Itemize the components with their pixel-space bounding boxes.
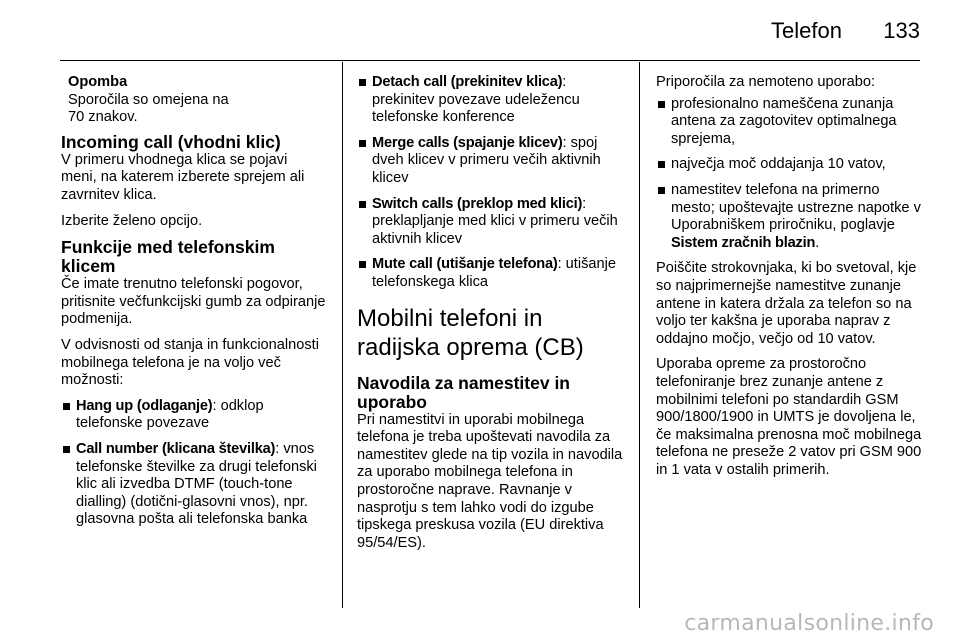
list-item bbox=[357, 196, 627, 249]
list-item bbox=[357, 135, 627, 188]
watermark: carmanualsonline.info bbox=[684, 611, 934, 636]
instructions-heading: Navodila za namestitev in uporabo bbox=[357, 372, 570, 412]
menu-term: Switch calls (preklop med klici) bbox=[372, 195, 583, 212]
item-text: profesionalno nameščena zunanja antena za zagotovitev optimalnega sprejema, bbox=[671, 95, 897, 147]
list-item bbox=[357, 74, 627, 127]
menu-term: Sistem zračnih blazin bbox=[671, 234, 816, 251]
term-description: : preklapljanje med klici v primeru večih aktivnih klicev bbox=[372, 195, 618, 247]
instructions-para: Pri namestitvi in uporabi mobilnega telefona je treba upoštevati navodila za namestitev glede na tip vozila in navodila za uporabo mobilnega telefona in prostoročne naprave. Ravnanje v nasprotju s tem lahko vodi do izgube tipskega preskusa vozila (EU direktiva 95/54/ES). bbox=[357, 411, 623, 551]
term-description: : spoj dveh klicev v primeru večih aktivnih klicev bbox=[372, 134, 601, 186]
note-box bbox=[68, 74, 327, 127]
call-functions-para-1: Če imate trenutno telefonski pogovor, pritisnite večfunkcijski gumb za odpiranje podmenija. bbox=[61, 276, 326, 328]
column-divider-1 bbox=[342, 62, 343, 608]
conference-options-list bbox=[357, 74, 627, 292]
page-number: 133 bbox=[883, 18, 920, 43]
list-item bbox=[357, 256, 627, 291]
term-description: : utišanje telefonskega klica bbox=[372, 256, 616, 290]
handsfree-para: Uporaba opreme za prostoročno telefoniranje brez zunanje antene z mobilnimi telefoni po standardih GSM 900/1800/1900 in UMTS je dovoljena le, če maksimalna prenosna moč mobilnega telefona ne preseže 2 vatov pri GSM 900 in 1 vata v ostalih primerih. bbox=[656, 356, 922, 478]
header-divider bbox=[60, 60, 920, 61]
call-functions-heading: Funkcije med telefonskim klicem bbox=[61, 237, 275, 277]
term-description: : odklop telefonske povezave bbox=[76, 397, 264, 432]
column-3 bbox=[656, 74, 924, 487]
item-text: namestitev telefona na primerno mesto; upoštevajte ustrezne napotke v Uporabniškem priročniku, poglavje bbox=[671, 181, 921, 234]
call-functions-para-2: V odvisnosti od stanja in funkcionalnosti mobilnega telefona je na voljo več možnosti: bbox=[61, 336, 319, 389]
page-header bbox=[0, 0, 960, 60]
incoming-call-para-1: V primeru vhodnega klica se pojavi meni, na katerem izberete sprejem ali zavrnitev klica. bbox=[61, 151, 305, 203]
menu-term: Mute call (utišanje telefona) bbox=[372, 256, 558, 273]
list-item bbox=[656, 96, 924, 149]
list-item bbox=[656, 156, 924, 174]
note-body: Sporočila so omejena na 70 znakov. bbox=[68, 91, 229, 126]
menu-term: Detach call (prekinitev klica) bbox=[372, 74, 563, 90]
menu-term: Hang up (odlaganje) bbox=[76, 397, 213, 414]
column-2 bbox=[357, 74, 627, 560]
column-divider-2 bbox=[639, 62, 640, 608]
call-functions-list bbox=[61, 398, 327, 529]
menu-term: Call number (klicana številka) bbox=[76, 440, 276, 457]
list-item bbox=[656, 182, 924, 252]
list-item bbox=[61, 441, 327, 529]
menu-term: Merge calls (spajanje klicev) bbox=[372, 134, 563, 151]
section-heading: Mobilni telefoni in radijska oprema (CB) bbox=[357, 304, 584, 361]
recommendations-list bbox=[656, 96, 924, 253]
incoming-call-para-2: Izberite želeno opcijo. bbox=[61, 212, 203, 229]
term-description: : prekinitev povezave udeležencu telefonske konference bbox=[372, 74, 580, 126]
item-text: največja moč oddajanja 10 vatov, bbox=[671, 156, 886, 173]
note-title: Opomba bbox=[68, 74, 128, 90]
list-item bbox=[61, 398, 327, 433]
item-text-end: . bbox=[815, 234, 820, 251]
recommendations-intro: Priporočila za nemoteno uporabo: bbox=[656, 74, 876, 90]
antenna-advice-para: Poiščite strokovnjaka, ki bo svetoval, kje so najprimernejše namestitve zunanje antene in katera držala za telefon so na voljo ter kakšna je uporaba naprav z oddajno močjo, večjo od 10 vatov. bbox=[656, 260, 917, 347]
incoming-call-heading: Incoming call (vhodni klic) bbox=[61, 131, 281, 152]
page-section-title: Telefon bbox=[771, 18, 842, 43]
term-description: : vnos telefonske številke za drugi telefonski klic ali izvedba DTMF (touch-tone dialling) (dotični-glasovni vnos), npr. glasovna pošta ali telefonska banka bbox=[76, 440, 317, 528]
column-1 bbox=[61, 74, 327, 537]
